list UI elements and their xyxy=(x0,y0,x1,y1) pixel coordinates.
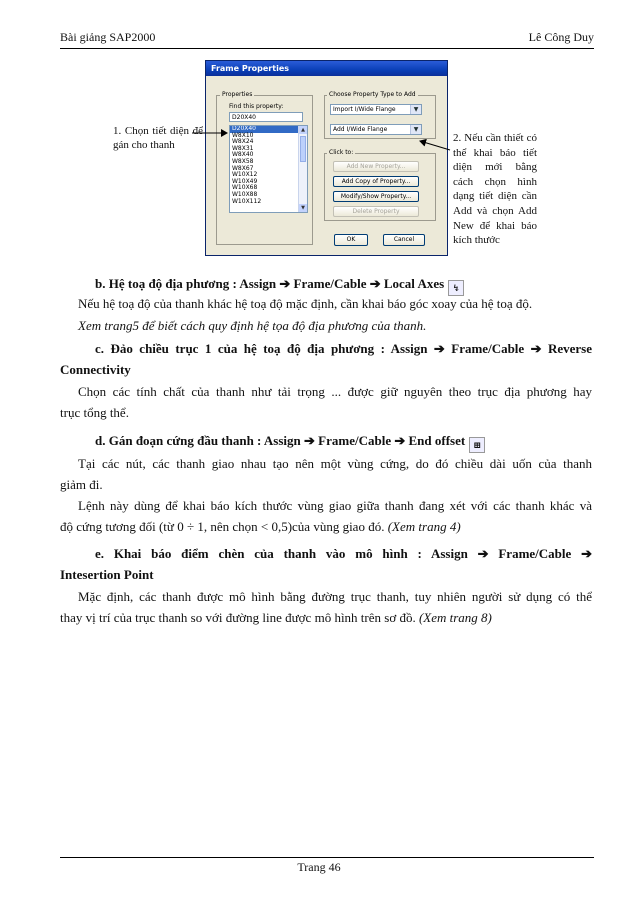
header-author: Lê Công Duy xyxy=(528,30,594,44)
click-to-group-label: Click to: xyxy=(329,149,354,156)
scroll-up-icon[interactable]: ▲ xyxy=(299,126,307,134)
property-list-item[interactable]: W8X24 xyxy=(232,138,254,146)
import-type-value: Import I/Wide Flange xyxy=(333,106,396,113)
property-list-item[interactable]: W10X49 xyxy=(232,177,258,185)
section-e-paragraph-cont xyxy=(60,610,492,626)
property-list-item[interactable]: W10X12 xyxy=(232,171,258,179)
property-list-item[interactable]: W8X67 xyxy=(232,164,254,172)
property-list-item[interactable]: W10X112 xyxy=(232,197,262,205)
property-list-item[interactable]: D20X40 xyxy=(230,126,307,133)
section-b-heading xyxy=(95,276,464,296)
callout-add-new-section: 2. Nếu cần thiết có thể khai báo tiết diện mới bằng cách chọn hình dạng tiết diện cần Add và chọn Add New để khai báo kích thước xyxy=(453,132,537,247)
chevron-down-icon[interactable]: ▼ xyxy=(410,105,421,114)
callout-2-arrow xyxy=(420,141,450,150)
footer-rule xyxy=(60,857,594,858)
chevron-down-icon[interactable]: ▼ xyxy=(410,125,421,134)
section-b-heading-text: b. Hệ toạ độ địa phương : Assign ➔ Frame/Cable ➔ Local Axes xyxy=(95,276,445,291)
add-copy-property-button[interactable]: Add Copy of Property... xyxy=(333,176,419,187)
section-e-paragraph-text: thay vị trí của trục thanh so với đường line được mô hình trên sơ đồ. xyxy=(60,610,419,625)
section-d-paragraph-2-cont xyxy=(60,519,461,535)
callout-select-section: 1. Chọn tiết diện để gán cho thanh xyxy=(113,125,203,151)
ok-button[interactable]: OK xyxy=(334,234,368,246)
section-d-paragraph-1-cont: giảm đi. xyxy=(60,477,103,492)
property-list-item[interactable]: W8X10 xyxy=(232,131,254,139)
section-c-heading-cont: Connectivity xyxy=(60,362,131,377)
section-e-paragraph: Mặc định, các thanh được mô hình bằng đường trục thanh, tuy nhiên người sử dụng có thể xyxy=(78,589,592,604)
section-d-page-reference: (Xem trang 4) xyxy=(387,519,461,534)
modify-show-property-button[interactable]: Modify/Show Property... xyxy=(333,191,419,202)
section-b-paragraph: Nếu hệ toạ độ của thanh khác hệ toạ độ mặc định, cần khai báo góc xoay của hệ toạ độ. xyxy=(78,296,533,311)
add-type-value: Add I/Wide Flange xyxy=(333,126,388,133)
section-d-heading-text: d. Gán đoạn cứng đầu thanh : Assign ➔ Frame/Cable ➔ End offset xyxy=(95,433,466,448)
end-offset-icon: ⊞ xyxy=(469,437,485,453)
section-b-reference: Xem trang5 để biết cách quy định hệ tọa độ địa phương của thanh. xyxy=(78,318,427,333)
callout-arrows xyxy=(0,0,638,300)
section-c-heading: c. Đảo chiều trục 1 của hệ toạ độ địa phương : Assign ➔ Frame/Cable ➔ Reverse xyxy=(95,341,592,356)
section-e-page-reference: (Xem trang 8) xyxy=(418,610,492,625)
section-e-heading: e. Khai báo điểm chèn của thanh vào mô hình : Assign ➔ Frame/Cable ➔ xyxy=(95,546,592,561)
section-e-heading-cont: Intesertion Point xyxy=(60,567,154,582)
choose-type-group-label: Choose Property Type to Add xyxy=(329,91,416,98)
add-new-property-button[interactable]: Add New Property... xyxy=(333,161,419,172)
property-list-item[interactable]: W8X58 xyxy=(232,157,254,165)
property-list-item[interactable]: W10X68 xyxy=(232,184,258,192)
section-d-heading xyxy=(95,433,485,453)
section-d-paragraph-1: Tại các nút, các thanh giao nhau tạo nên một vùng cứng, do đó chiều dài uốn của thanh xyxy=(78,456,592,471)
property-list-item[interactable]: W10X88 xyxy=(232,190,258,198)
page-number: Trang 46 xyxy=(297,860,341,874)
section-d-paragraph-2-text: độ cứng tương đối (từ 0 ÷ 1, nên chọn < 0,5)của vùng giao đó. xyxy=(60,519,388,534)
section-d-paragraph-2: Lệnh này dùng để khai báo kích thước vùng giao giữa thanh đang xét với các thanh khác và xyxy=(78,498,592,513)
property-list-item[interactable]: W8X31 xyxy=(232,144,254,152)
section-c-paragraph: Chọn các tính chất của thanh như tải trọng ... được giữ nguyên theo trục địa phương hay xyxy=(78,384,592,399)
find-property-label: Find this property: xyxy=(229,103,284,110)
delete-property-button[interactable]: Delete Property xyxy=(333,206,419,217)
scroll-down-icon[interactable]: ▼ xyxy=(299,204,307,212)
properties-group-label: Properties xyxy=(222,91,253,98)
header-course-title: Bài giảng SAP2000 xyxy=(60,30,156,44)
dialog-title: Frame Properties xyxy=(206,61,447,76)
section-c-paragraph-cont: trục tổng thể. xyxy=(60,405,129,420)
find-property-input[interactable]: D20X40 xyxy=(229,112,303,122)
property-list-item[interactable]: W8X40 xyxy=(232,151,254,159)
local-axes-icon: ↯ xyxy=(448,280,464,296)
cancel-button[interactable]: Cancel xyxy=(383,234,425,246)
